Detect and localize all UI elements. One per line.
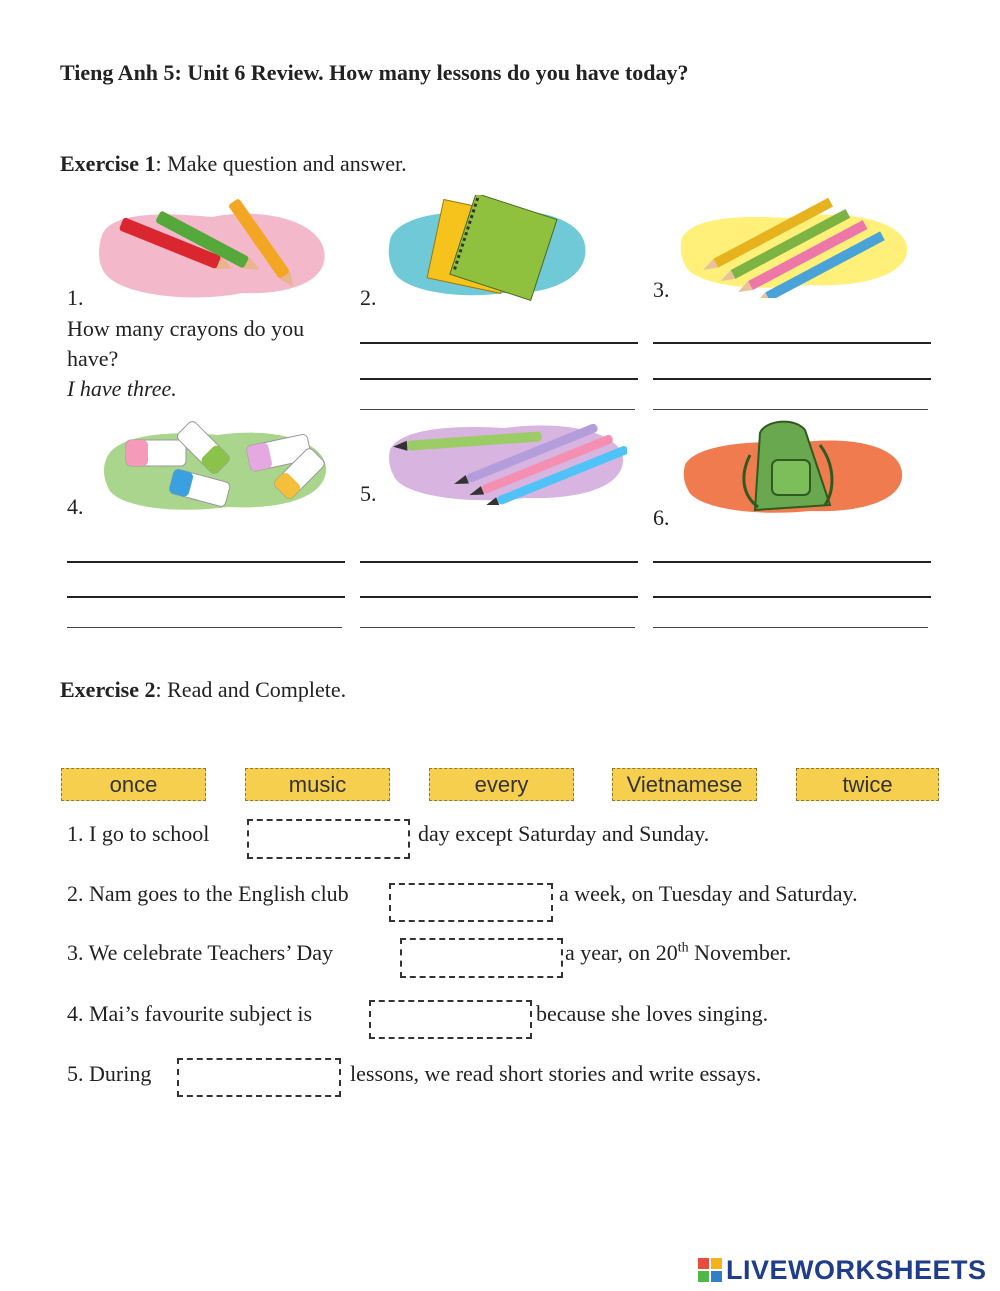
word-chip-music[interactable]: music: [245, 768, 390, 801]
sentence-5-drop-box[interactable]: [177, 1058, 341, 1097]
item-2-answer-line-1[interactable]: [360, 342, 638, 344]
page-title: Tieng Anh 5: Unit 6 Review. How many lessons do you have today?: [60, 60, 689, 85]
brand-name: LIVEWORKSHEETS: [726, 1254, 987, 1285]
item-5-answer-line-2[interactable]: [360, 596, 638, 598]
crayons-picture: [92, 195, 332, 305]
item-3-answer-line-3[interactable]: [653, 409, 928, 410]
pens-picture: [385, 410, 627, 505]
word-chip-twice[interactable]: twice: [796, 768, 939, 801]
sentence-3-end: [565, 940, 791, 966]
item-4-answer-line-3[interactable]: [67, 627, 342, 628]
sentence-3-drop-box[interactable]: [400, 938, 563, 978]
sentence-4-drop-box[interactable]: [369, 1000, 532, 1039]
item-6-answer-line-1[interactable]: [653, 561, 931, 563]
item-4-number: 4.: [67, 494, 84, 519]
example-question: How many crayons do you have?: [67, 316, 305, 371]
item-5-answer-line-3[interactable]: [360, 627, 635, 628]
notebooks-picture: [385, 195, 590, 305]
sentence-2-end: a week, on Tuesday and Saturday.: [559, 881, 858, 906]
item-4-answer-line-1[interactable]: [67, 561, 345, 563]
sentence-3-end-month: November.: [688, 940, 792, 965]
sentence-2-drop-box[interactable]: [389, 883, 553, 922]
logo-mark-icon: [698, 1258, 722, 1282]
schoolbag-picture: [680, 415, 905, 520]
sentence-4-end: because she loves singing.: [536, 1001, 769, 1026]
sentence-1-end: day except Saturday and Sunday.: [418, 821, 710, 846]
item-2-answer-line-2[interactable]: [360, 378, 638, 380]
exercise2-heading: [60, 677, 346, 703]
item-3-answer-line-1[interactable]: [653, 342, 931, 344]
sentence-5-end: lessons, we read short stories and write essays.: [350, 1061, 762, 1086]
exercise1-heading: [60, 151, 407, 177]
item-3-answer-line-2[interactable]: [653, 378, 931, 380]
sentence-5-start: 5. During: [67, 1061, 152, 1086]
exercise1-label: Exercise 1: [60, 151, 156, 176]
item-6-answer-line-2[interactable]: [653, 596, 931, 598]
sentence-1-drop-box[interactable]: [247, 819, 410, 859]
exercise2-instruction: : Read and Complete.: [155, 677, 347, 702]
word-chip-vietnamese[interactable]: Vietnamese: [612, 768, 757, 801]
sentence-2-start: 2. Nam goes to the English club: [67, 881, 349, 906]
sentence-3-start: 3. We celebrate Teachers’ Day: [67, 940, 334, 965]
word-chip-once[interactable]: once: [61, 768, 206, 801]
sentence-4-start: 4. Mai’s favourite subject is: [67, 1001, 313, 1026]
exercise1-instruction: : Make question and answer.: [155, 151, 407, 176]
item-6-answer-line-3[interactable]: [653, 627, 928, 628]
liveworksheets-logo: [698, 1255, 987, 1285]
word-chip-every[interactable]: every: [429, 768, 574, 801]
item-5-answer-line-1[interactable]: [360, 561, 638, 563]
example-answer-text: I have three.: [67, 376, 177, 401]
item-2-number: 2.: [360, 285, 377, 310]
sentence-1-start: 1. I go to school: [67, 821, 210, 846]
exercise2-label: Exercise 2: [60, 677, 156, 702]
pencils-picture: [677, 193, 912, 298]
example-answer: [67, 314, 337, 404]
erasers-picture: [98, 415, 330, 515]
item-4-answer-line-2[interactable]: [67, 596, 345, 598]
item-3-number: 3.: [653, 277, 670, 302]
item-5-number: 5.: [360, 481, 377, 506]
item-1-number: 1.: [67, 285, 84, 310]
item-6-number: 6.: [653, 505, 670, 530]
sentence-3-end-text: a year, on 20: [565, 940, 678, 965]
sentence-3-superscript: th: [677, 940, 689, 956]
